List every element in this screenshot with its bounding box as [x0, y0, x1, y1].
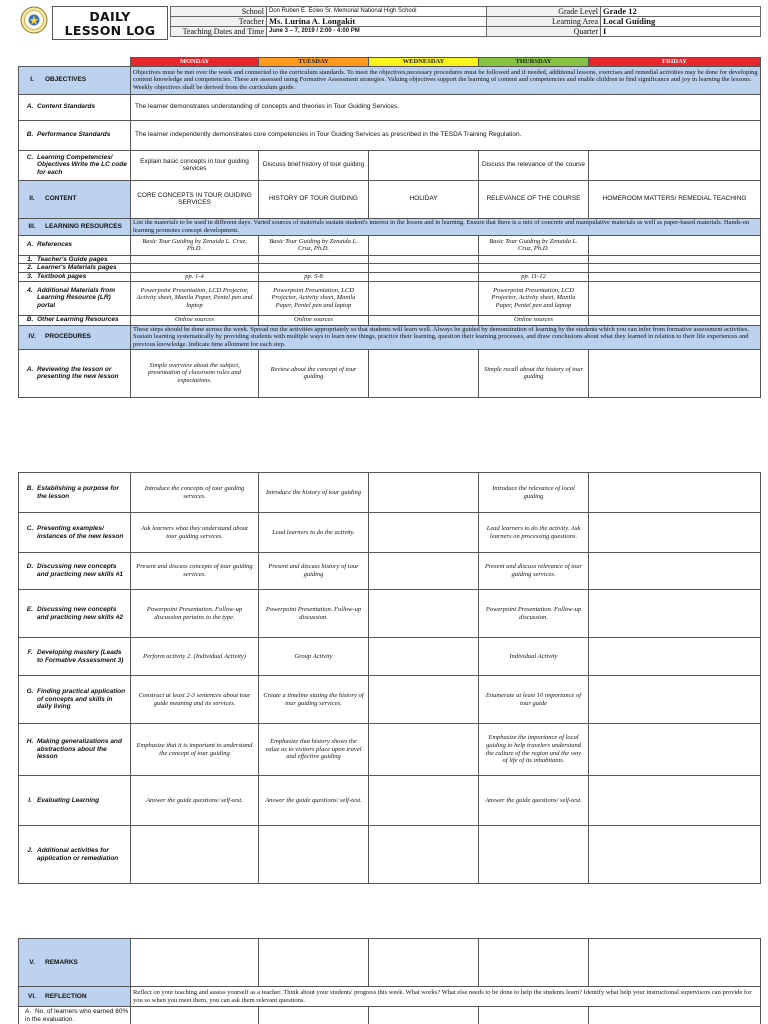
area-value: Local Guiding: [601, 17, 761, 27]
content-row: [19, 180, 761, 218]
teachers-guide-label: 1. Teacher's Guide pages: [19, 255, 131, 264]
textbook-friday: [589, 272, 761, 281]
learners-80-row: [19, 1007, 761, 1024]
presenting-label: C. Presenting examples/ instances of the new lesson: [19, 513, 131, 553]
reflection-heading: VI. REFLECTION: [19, 987, 131, 1007]
establishing-label: B. Establishing a purpose for the lesson: [19, 473, 131, 513]
generalizations-monday: Emphasize that it is important to understand the concept of tour guiding: [131, 724, 259, 776]
evaluating-thursday: Answer the guide questions/ self-test.: [479, 776, 589, 826]
competency-friday: [589, 150, 761, 180]
reviewing-tuesday: Review about the concept of tour guiding: [259, 349, 369, 397]
reviewing-wednesday: [369, 349, 479, 397]
discussing-2-monday: Powerpoint Presentation. Follow-up discussion pertains to the type.: [131, 590, 259, 638]
grade-value: Grade 12: [601, 7, 761, 17]
reference-tuesday: Basic Tour Guiding by Zenaida L. Cruz, Ph.D.: [259, 235, 369, 255]
reference-wednesday: [369, 235, 479, 255]
dates-label: Teaching Dates and Time: [171, 27, 267, 37]
reviewing-label: A. Reviewing the lesson or presenting the new lesson: [19, 349, 131, 397]
content-monday: CORE CONCEPTS IN TOUR GUIDING SERVICES: [131, 180, 259, 218]
presenting-tuesday: Lead learners to do the activity.: [259, 513, 369, 553]
content-thursday: RELEVANCE OF THE COURSE: [479, 180, 589, 218]
reference-thursday: Basic Tour Guiding by Zenaida L. Cruz, Ph.D.: [479, 235, 589, 255]
discussing-1-thursday: Present and discuss relevance of tour guiding services.: [479, 553, 589, 590]
generalizations-row: [19, 724, 761, 776]
additional-materials-row: [19, 281, 761, 315]
mastery-monday: Perform activity 2. (Individual Activity): [131, 638, 259, 676]
discussing-2-wednesday: [369, 590, 479, 638]
other-resources-wednesday: [369, 315, 479, 325]
application-friday: [589, 676, 761, 724]
discussing-2-friday: [589, 590, 761, 638]
evaluating-wednesday: [369, 776, 479, 826]
application-thursday: Enumerate at least 10 importance of tour guide: [479, 676, 589, 724]
other-resources-label: B. Other Learning Resources: [19, 315, 131, 325]
content-wednesday: HOLIDAY: [369, 180, 479, 218]
content-standards-text: The learner demonstrates understanding of concepts and theories in Tour Guiding Services.: [131, 94, 761, 120]
competencies-label: C. Learning Competencies/ Objectives Write the LC code for each: [19, 150, 131, 180]
dates-value: June 3 – 7, 2019 / 2:00 - 4:00 PM: [267, 27, 487, 37]
developing-mastery-label: F. Developing mastery (Leads to Formative Assessment 3): [19, 638, 131, 676]
other-resources-row: [19, 315, 761, 325]
discussing-2-row: [19, 590, 761, 638]
content-tuesday: HISTORY OF TOUR GUIDING: [259, 180, 369, 218]
learners-materials-row: [19, 264, 761, 273]
quarter-value: I: [601, 27, 761, 37]
presenting-friday: [589, 513, 761, 553]
reviewing-friday: [589, 349, 761, 397]
reference-friday: [589, 235, 761, 255]
presenting-thursday: Lead learners to do the activity. Ask learners on processing questions.: [479, 513, 589, 553]
competency-tuesday: Discuss brief history of tour guiding: [259, 150, 369, 180]
reviewing-row: [19, 349, 761, 397]
evaluating-tuesday: Answer the guide questions/ self-test.: [259, 776, 369, 826]
discussing-1-tuesday: Present and discuss history of tour guiding: [259, 553, 369, 590]
discussing-1-monday: Present and discuss concepts of tour guiding services.: [131, 553, 259, 590]
application-wednesday: [369, 676, 479, 724]
content-standards-row: [19, 94, 761, 120]
textbook-pages-row: [19, 272, 761, 281]
teacher-value: Ms. Lurina A. Longakit: [267, 17, 487, 27]
discussing-2-label: E. Discussing new concepts and practicing new skills #2: [19, 590, 131, 638]
other-resources-tuesday: Online sources: [259, 315, 369, 325]
teacher-label: Teacher: [171, 17, 267, 27]
remarks-heading: V. REMARKS: [19, 939, 131, 987]
procedures-heading: IV. PROCEDURES: [19, 325, 131, 349]
establishing-friday: [589, 473, 761, 513]
materials-friday: [589, 281, 761, 315]
references-row: [19, 235, 761, 255]
content-standards-label: A. Content Standards: [19, 94, 131, 120]
discussing-2-tuesday: Powerpoint Presentation. Follow-up discussion.: [259, 590, 369, 638]
performance-standards-text: The learner independently demonstrates core competencies in Tour Guiding Services as prescribed in the TESDA Training Regulation.: [131, 120, 761, 150]
lesson-log-table-2: [18, 472, 761, 884]
application-monday: Construct at least 2-3 sentences about tour guide meaning and its services.: [131, 676, 259, 724]
establishing-wednesday: [369, 473, 479, 513]
reflection-row: [19, 987, 761, 1007]
competency-monday: Explain basic concepts in tour guiding services: [131, 150, 259, 180]
resources-note: List the materials to be used in different days. Varied sources of materials sustain student's interest in the lesson and in learning. Ensure that there is a mix of concrete and manipulative materials as well as paper-based materials. Hands-on learning promotes concept development.: [131, 218, 761, 235]
discussing-2-thursday: Powerpoint Presentation. Follow-up discussion.: [479, 590, 589, 638]
practical-application-label: G. Finding practical application of concepts and skills in daily living: [19, 676, 131, 724]
additional-activities-label: J. Additional activities for application or remediation: [19, 826, 131, 884]
textbook-wednesday: [369, 272, 479, 281]
day-friday: FRIDAY: [589, 58, 761, 67]
reference-monday: Basic Tour Guiding by Zenaida L. Cruz, Ph.D.: [131, 235, 259, 255]
generalizations-thursday: Emphasize the importance of local guiding to help travelers understand the culture of the region and the way of life of its inhabitants.: [479, 724, 589, 776]
procedures-note: These steps should be done across the week. Spread out the activities appropriately so that students will learn well. Always be guided by demonstration of learning by the students which you can infer from formative assessment activities. Sustain learning systematically by providing students with multiple ways to learn new things, practice their learning, question their learning processes, and draw conclusions about what they learned in relation to their life experiences and previous knowledge. Indicate time allotment for each step.: [131, 325, 761, 349]
lesson-log-table-1: [18, 57, 761, 398]
performance-standards-row: [19, 120, 761, 150]
objectives-note: Objectives must be met over the week and connected to the curriculum standards. To meet the objectives,necessary procedures must be followed and if needed, additional lessons, exercises and remedial activities may be done for developing content knowledge and competencies. These are assessed using Formative Assessment strategies. Valuing objectives support the learning of content and competencies and enable children to find significance and joy in learning the lessons. Weekly objectives shall be derived from the curriculum guide.: [131, 66, 761, 94]
generalizations-label: H. Making generalizations and abstractions about the lesson: [19, 724, 131, 776]
generalizations-wednesday: [369, 724, 479, 776]
discussing-1-row: [19, 553, 761, 590]
additional-materials-label: 4. Additional Materials from Learning Resource (LR) portal: [19, 281, 131, 315]
generalizations-friday: [589, 724, 761, 776]
day-monday: MONDAY: [131, 58, 259, 67]
establishing-monday: Introduce the concepts of tour guiding services.: [131, 473, 259, 513]
mastery-friday: [589, 638, 761, 676]
establishing-tuesday: Introduce the history of tour guiding: [259, 473, 369, 513]
grade-label: Grade Level: [487, 7, 601, 17]
establishing-thursday: Introduce the relevance of local guiding: [479, 473, 589, 513]
content-heading: II. CONTENT: [19, 180, 131, 218]
evaluating-label: I. Evaluating Learning: [19, 776, 131, 826]
mastery-wednesday: [369, 638, 479, 676]
other-resources-thursday: Online sources: [479, 315, 589, 325]
application-tuesday: Create a timeline stating the history of tour guiding services.: [259, 676, 369, 724]
materials-tuesday: Powerpoint Presentation, LCD Projector, Activity sheet, Manila Paper, Pentel pen and laptop: [259, 281, 369, 315]
school-label: School: [171, 7, 267, 17]
content-friday: HOMEROOM MATTERS/ REMEDIAL TEACHING: [589, 180, 761, 218]
document-title: [52, 6, 168, 40]
discussing-1-friday: [589, 553, 761, 590]
teachers-guide-row: [19, 255, 761, 264]
reviewing-monday: Simple overview about the subject, presentation of classroom rules and expectations.: [131, 349, 259, 397]
evaluating-friday: [589, 776, 761, 826]
materials-thursday: Powerpoint Presentation, LCD Projector, Activity sheet, Manila Paper, Pentel pen and laptop: [479, 281, 589, 315]
school-value: Don Ruben E. Ecleo Sr. Memorial National High School: [267, 7, 487, 17]
day-thursday: THURSDAY: [479, 58, 589, 67]
day-tuesday: TUESDAY: [259, 58, 369, 67]
deped-seal-icon: [20, 6, 48, 34]
mastery-tuesday: Group Activity: [259, 638, 369, 676]
dll-header: [18, 4, 760, 38]
area-label: Learning Area: [487, 17, 601, 27]
lesson-log-table-3: [18, 938, 761, 1024]
evaluating-monday: Answer the guide questions/ self-test.: [131, 776, 259, 826]
title-line-1: DAILY: [89, 9, 131, 24]
quarter-label: Quarter: [487, 27, 601, 37]
competency-thursday: Discuss the relevance of the course: [479, 150, 589, 180]
header-meta-table: [170, 6, 761, 37]
performance-standards-label: B. Performance Standards: [19, 120, 131, 150]
textbook-monday: pp. 1-4: [131, 272, 259, 281]
competency-wednesday: [369, 150, 479, 180]
learners-materials-label: 2. Learner's Materials pages: [19, 264, 131, 273]
references-label: A. References: [19, 235, 131, 255]
other-resources-friday: [589, 315, 761, 325]
additional-activities-row: [19, 826, 761, 884]
presenting-wednesday: [369, 513, 479, 553]
remarks-row: [19, 939, 761, 987]
textbook-pages-label: 3. Textbook pages: [19, 272, 131, 281]
establishing-row: [19, 473, 761, 513]
objectives-heading: I. OBJECTIVES: [19, 66, 131, 94]
other-resources-monday: Online sources: [131, 315, 259, 325]
procedures-row: [19, 325, 761, 349]
learners-80-label: A. No. of learners who earned 80% in the evaluation.: [19, 1007, 131, 1024]
discussing-1-wednesday: [369, 553, 479, 590]
presenting-monday: Ask learners what they understand about tour guiding services.: [131, 513, 259, 553]
reviewing-thursday: Simple recall about the history of tour guiding: [479, 349, 589, 397]
day-wednesday: WEDNESDAY: [369, 58, 479, 67]
generalizations-tuesday: Emphasize that history shows the value as to visitors place upon travel and effective guiding: [259, 724, 369, 776]
practical-application-row: [19, 676, 761, 724]
competencies-row: [19, 150, 761, 180]
reflection-note: Reflect on your teaching and assess yourself as a teacher. Think about your students' progress this week. What works? What else needs to be done to help the students learn? Identify what help your instructional supervisors can provide for you so when you meet them, you can ask them relevant questions.: [131, 987, 761, 1007]
textbook-tuesday: pp. 5-8: [259, 272, 369, 281]
resources-row: [19, 218, 761, 235]
evaluating-row: [19, 776, 761, 826]
textbook-thursday: pp. 11-12: [479, 272, 589, 281]
mastery-thursday: Individual Activity: [479, 638, 589, 676]
materials-wednesday: [369, 281, 479, 315]
discussing-1-label: D. Discussing new concepts and practicing new skills #1: [19, 553, 131, 590]
title-line-2: LESSON LOG: [64, 23, 156, 38]
materials-monday: Powerpoint Presentation, LCD Projector, Activity sheet, Manila Paper, Pentel pen and laptop: [131, 281, 259, 315]
day-header-row: [19, 58, 761, 67]
resources-heading: III. LEARNING RESOURCES: [19, 218, 131, 235]
developing-mastery-row: [19, 638, 761, 676]
presenting-row: [19, 513, 761, 553]
objectives-row: [19, 66, 761, 94]
